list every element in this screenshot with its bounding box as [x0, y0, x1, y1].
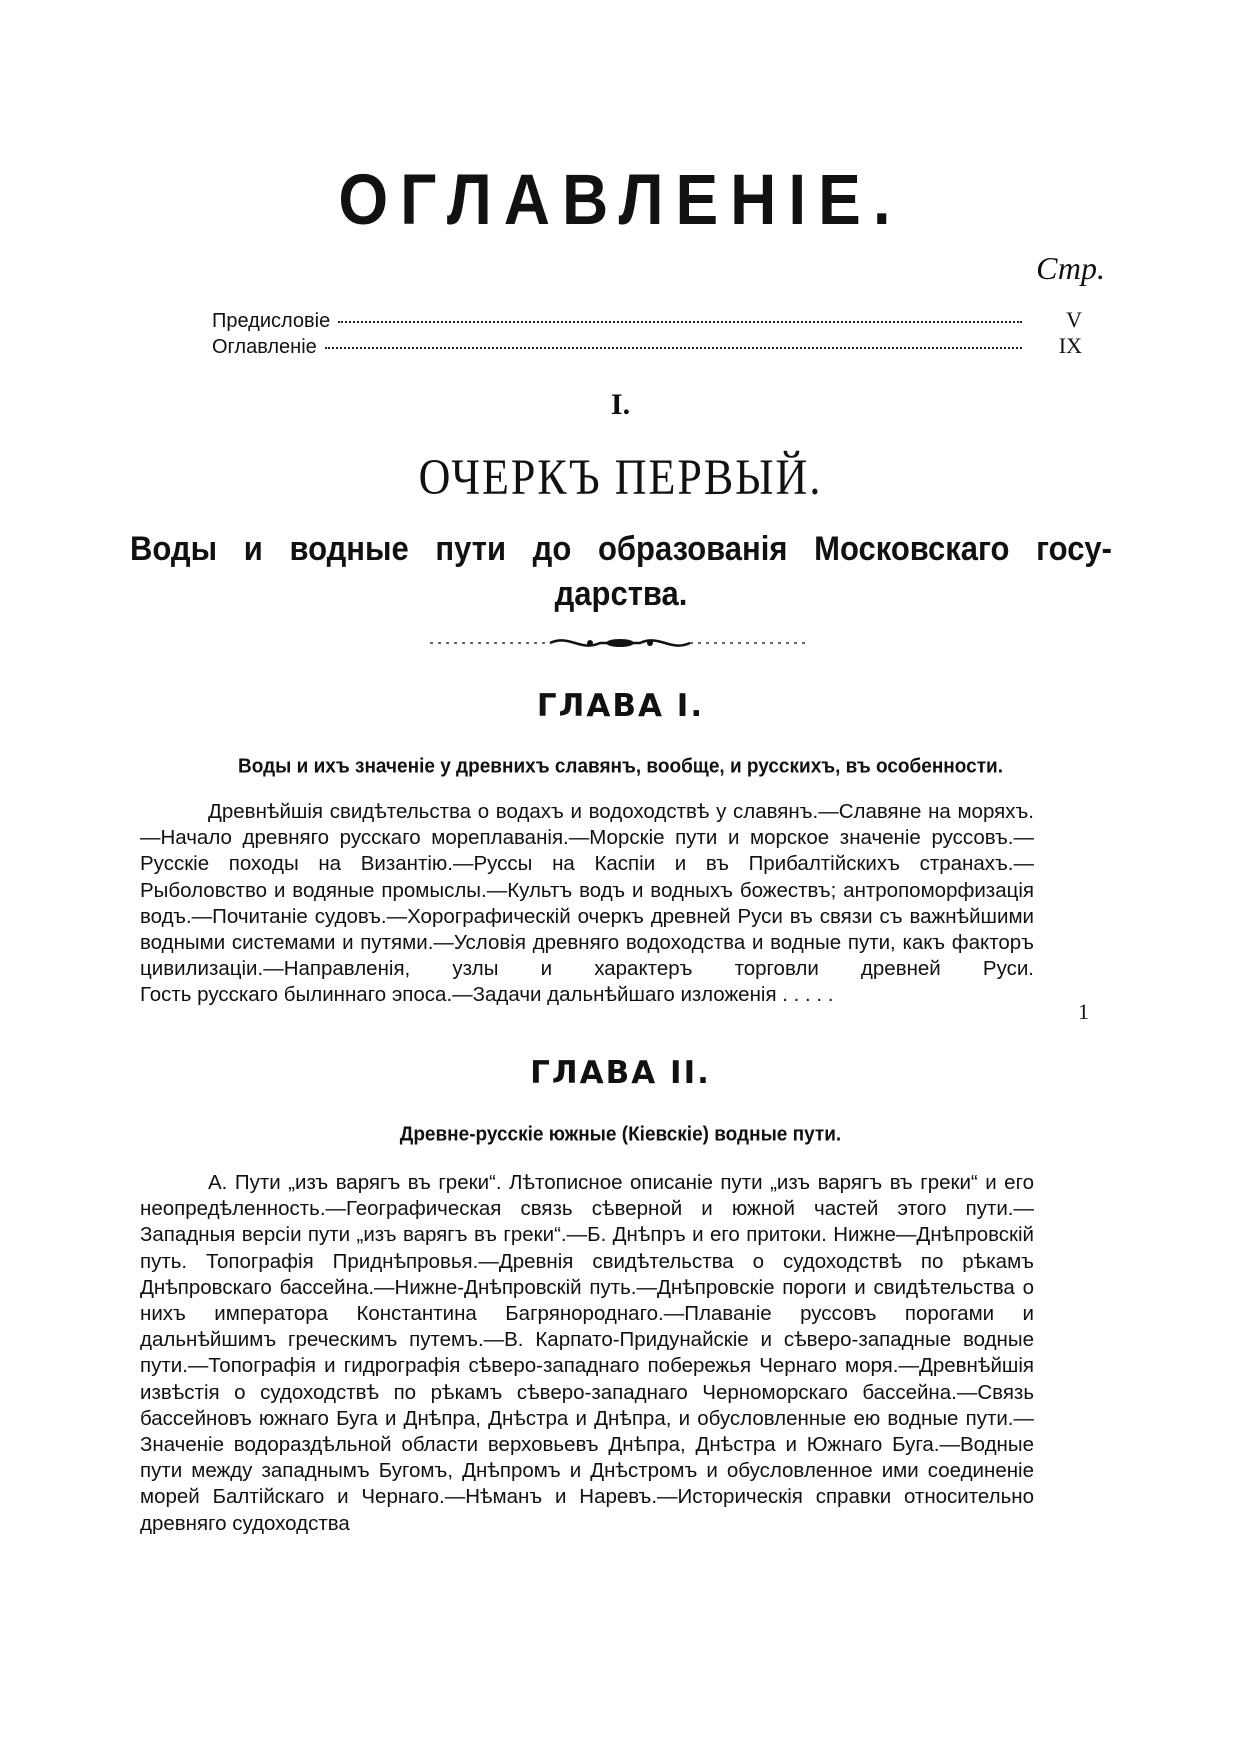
toc-label: Предисловіе — [212, 310, 331, 332]
page-column-label: Стр. — [1036, 250, 1105, 286]
leader-dots — [325, 347, 1022, 349]
chapter-1-summary — [140, 799, 1034, 1009]
part-title: ОЧЕРКЪ ПЕРВЫЙ. — [418, 449, 823, 506]
chapter-1-page: 1 — [1078, 999, 1089, 1024]
chapter-2-subtitle: Древне-русскіе южные (Кіевскіе) водные пути. — [399, 1123, 842, 1146]
leader-dots — [338, 321, 1022, 323]
chapter-2-summary: А. Пути „изъ варягъ въ греки“. Лѣтописное описаніе пути „изъ варягъ въ греки“ и его неопредѣленность.—Географическая связь сѣверной и южной частей этого пути.—Западныя версіи пути „изъ варягъ въ греки“.—Б. Днѣпръ и его притоки. Нижне—Днѣпровскій путь. Топографія Приднѣпровья.—Древнія свидѣтельства о судоходствѣ по рѣкамъ Днѣпровскаго бассейна.—Нижне-Днѣпровскій путь.—Днѣпровскіе пороги и свидѣтельства о нихъ императора Константина Багрянороднаго.—Плаваніе руссовъ порогами и дальнѣйшимъ греческимъ путемъ.—В. Карпато-Придунайскіе и сѣверо-западные водные пути.—Топографія и гидрографія сѣверо-западнаго побережья Чернаго моря.—Древнѣйшія извѣстія о судоходствѣ по рѣкамъ сѣверо-западнаго Черноморскаго бассейна.—Связь бассейновъ южнаго Буга и Днѣпра, Днѣстра и Днѣпра, и обусловленные ею водные пути.—Значеніе водораздѣльной области верховьевъ Днѣпра, Днѣстра и Южнаго Буга.—Водные пути между западнымъ Бугомъ, Днѣпромъ и Днѣстромъ и обусловленное ими соединеніе морей Балтійскаго и Чернаго.—Нѣманъ и Наревъ.—Историческія справки относительно древняго судоходства — [140, 1171, 1034, 1535]
chapter-1-summary-text: Древнѣйшія свидѣтельства о водахъ и водоходствѣ у славянъ.—Славяне на моряхъ.—Начало древняго русскаго мореплаванія.—Морскіе пути и морское значеніе руссовъ.—Русскіе походы на Византію.—Руссы на Каспіи и въ Прибалтійскихъ странахъ.—Рыболовство и водяные промыслы.—Культъ водъ и водныхъ божествъ; антропоморфизація водъ.—Почитаніе судовъ.—Хорографическій очеркъ древней Руси въ связи съ важнѣйшими водными системами и путями.—Условія древняго водоходства и водные пути, какъ факторъ цивилизаціи.—Направленія, узлы и характеръ торговли древней Руси. — [140, 800, 1034, 981]
part-subtitle — [130, 526, 1112, 616]
page-title: ОГЛАВЛЕНІЕ. — [338, 159, 903, 240]
toc-row-preface[interactable] — [212, 307, 1082, 333]
part-subtitle-line: дарства. — [554, 574, 688, 613]
chapter-1-summary-last-line: Гость русскаго былиннаго эпоса.—Задачи дальнѣйшаго изложенія . . . . . — [140, 983, 834, 1007]
toc-label: Оглавленіе — [212, 336, 317, 358]
toc-page: IX — [1058, 333, 1082, 358]
chapter-2-heading: ГЛАВА II. — [530, 1055, 711, 1091]
toc-row-contents[interactable] — [212, 333, 1082, 359]
toc-page: V — [1066, 307, 1082, 332]
chapter-1-subtitle: Воды и ихъ значеніе у древнихъ славянъ, вообще, и русскихъ, въ особенности. — [238, 755, 1003, 778]
part-number: I. — [610, 388, 631, 421]
chapter-1-heading: ГЛАВА I. — [536, 688, 705, 724]
part-subtitle-line: Воды и водные пути до образованія Московскаго госу- — [130, 529, 1112, 568]
ornament-divider — [430, 632, 810, 654]
